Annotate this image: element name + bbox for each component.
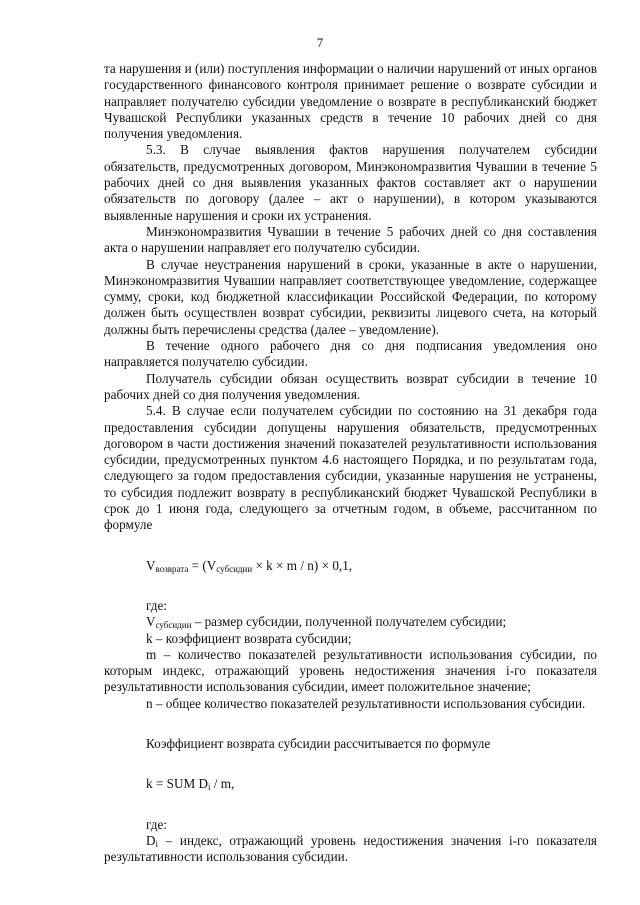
paragraph-notification-sending: В течение одного рабочего дня со дня подписания уведомления оно направляется получателю субсидии. bbox=[104, 338, 597, 370]
where-label: где: bbox=[146, 597, 167, 613]
definition-v-subsidy: $V_{субсидии}$ – размер субсидии, полученной получателем субсидии; bbox=[146, 614, 507, 631]
formula-return-volume: $V_{возврата} = (V_{субсидии} \times k \times m / n) \times 0,1$, bbox=[146, 557, 353, 574]
paragraph-non-elimination: В случае неустранения нарушений в сроки, указанные в акте о нарушении, Минэкономразвития Чувашии направляет соответствующее уведомление, содержащее сумму, сроки, код бюджетной классификации Российской Федерации, по которому должен быть осуществлен возврат субсидии, реквизиты лицевого счета, на который должны быть перечислены средства (далее – уведомление). bbox=[104, 256, 597, 337]
formula-coefficient: k = SUM $D_i$ / m, bbox=[146, 776, 235, 793]
definition-n: n – общее количество показателей результативности использования субсидии. bbox=[146, 695, 586, 711]
paragraph-act-sending: Минэкономразвития Чувашии в течение 5 рабочих дней со дня составления акта о нарушении направляет его получателю субсидии. bbox=[104, 223, 597, 256]
paragraph-continuation: та нарушения и (или) поступления информации о наличии нарушений от иных органов государственного финансового контроля принимает решение о возврате субсидии и направляет получателю субсидии уведомление о возврате в республиканский бюджет Чувашской Республики указанных средств в течение 10 рабочих дней со дня получения уведомления. bbox=[104, 61, 597, 142]
page-body bbox=[104, 61, 597, 865]
definition-m: m – количество показателей результативности использования субсидии, по которым индекс, отражающий уровень недостижения значения i-го показателя результативности использования субсидии, имеет положительное значение; bbox=[104, 646, 597, 695]
paragraph-5-3: 5.3. В случае выявления фактов нарушения получателем субсидии обязательств, предусмотренных договором, Минэкономразвития Чувашии в течение 5 рабочих дней со дня выявления указанных фактов составляет акт о нарушении обязательств по договору (далее – акт о нарушении), в котором указываются выявленные нарушения и сроки их устранения. bbox=[104, 142, 597, 223]
where-label-2: где: bbox=[146, 816, 167, 832]
definition-di: $D_i$ – индекс, отражающий уровень недостижения значения i-го показателя результативности использования субсидии. bbox=[104, 832, 597, 865]
definition-k: k – коэффициент возврата субсидии; bbox=[146, 630, 352, 646]
page-number: 7 bbox=[316, 35, 324, 50]
paragraph-5-4: 5.4. В случае если получателем субсидии по состоянию на 31 декабря года предоставления субсидии допущены нарушения обязательств, предусмотренных договором в части достижения значений показателей результативности использования субсидии, предусмотренных пунктом 4.6 настоящего Порядка, и по результатам года, следующего за годом предоставления субсидии, указанные нарушения не устранены, то субсидия подлежит возврату в республиканский бюджет Чувашской Республики в срок до 1 июня года, следующего за отчетным годом, в объеме, рассчитанном по формуле bbox=[104, 403, 597, 533]
paragraph-return-obligation: Получатель субсидии обязан осуществить возврат субсидии в течение 10 рабочих дней со дня получения уведомления. bbox=[104, 370, 597, 402]
coefficient-intro: Коэффициент возврата субсидии рассчитывается по формуле bbox=[146, 735, 491, 751]
